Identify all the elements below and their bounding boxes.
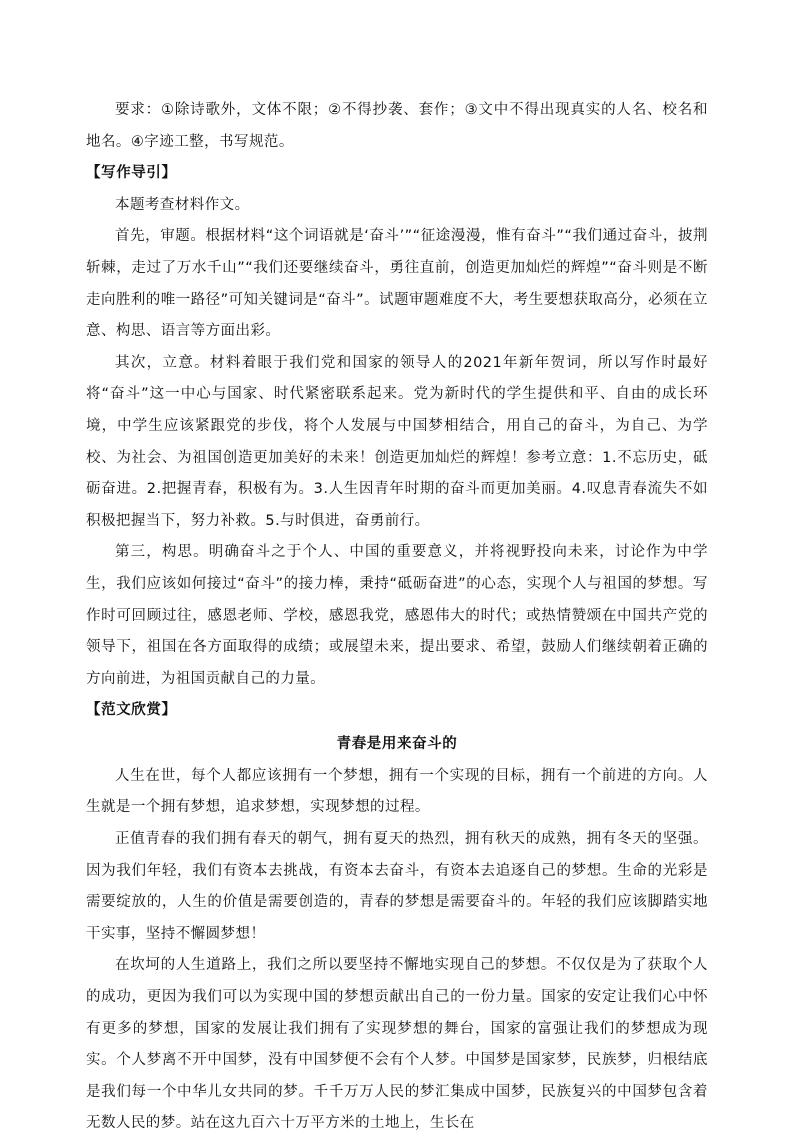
sample-heading: 【范文欣赏】 (86, 702, 177, 719)
essay-paragraph: 人生在世，每个人都应该拥有一个梦想，拥有一个实现的目标，拥有一个前进的方向。人生就是一个拥有梦想，追求梦想，实现梦想的过程。 (86, 767, 708, 816)
requirement-paragraph: 要求：①除诗歌外，文体不限；②不得抄袭、套作；③文中不得出现真实的人名、校名和地名。④字迹工整，书写规范。 (86, 102, 708, 150)
guide-paragraph: 第三，构思。明确奋斗之于个人、中国的重要意义，并将视野投向未来，讨论作为中学生，我们应该如何接过“奋斗”的接力棒，秉持“砥砺奋进”的心态，实现个人与祖国的梦想。写作时可回顾过往，感恩老师、学校，感恩我党，感恩伟大的时代；或热情赞颂在中国共产党的领导下，祖国在各方面取得的成绩；或展望未来，提出要求、希望，鼓励人们继续朝着正确的方向前进，为祖国贡献自己的力量。 (86, 544, 708, 687)
guide-paragraph: 首先，审题。根据材料“这个词语就是‘奋斗’”“征途漫漫，惟有奋斗”“我们通过奋斗，披荆斩棘，走过了万水千山”“我们还要继续奋斗，勇往直前，创造更加灿烂的辉煌”“奋斗则是不断走向胜利的唯一路径”可知关键词是“奋斗”。试题审题难度不大，考生要想获取高分，必须在立意、构思、语言等方面出彩。 (86, 228, 708, 340)
essay-paragraph: 正值青春的我们拥有春天的朝气，拥有夏天的热烈，拥有秋天的成熟，拥有冬天的坚强。因为我们年轻，我们有资本去挑战，有资本去奋斗，有资本去追逐自己的梦想。生命的光彩是需要绽放的，人生的价值是需要创造的，青春的梦想是需要奋斗的。年轻的我们应该脚踏实地干实事，坚持不懈圆梦想！ (86, 831, 708, 942)
guide-paragraph: 其次，立意。材料着眼于我们党和国家的领导人的2021年新年贺词，所以写作时最好将“奋斗”这一中心与国家、时代紧密联系起来。党为新时代的学生提供和平、自由的成长环境，中学生应该紧跟党的步伐，将个人发展与中国梦相结合，用自己的奋斗，为自己、为学校、为社会、为祖国创造更加美好的未来！创造更加灿烂的辉煌！参考立意：1.不忘历史，砥砺奋进。2.把握青春，积极有为。3.人生因青年时期的奋斗而更加美丽。4.叹息青春流失不如积极把握当下，努力补救。5.与时俱进，奋勇前行。 (86, 354, 708, 529)
essay-paragraph: 在坎坷的人生道路上，我们之所以要坚持不懈地实现自己的梦想。不仅仅是为了获取个人的成功，更因为我们可以为实现中国的梦想贡献出自己的一份力量。国家的安定让我们心中怀有更多的梦想，国家的发展让我们拥有了实现梦想的舞台，国家的富强让我们的梦想成为现实。个人梦离不开中国梦，没有中国梦便不会有个人梦。中国梦是国家梦，民族梦，归根结底是我们每一个中华儿女共同的梦。千千万万人民的梦汇集成中国梦，民族复兴的中国梦包含着无数人民的梦。站在这九百六十万平方米的土地上，生长在 (86, 957, 708, 1132)
guide-heading: 【写作导引】 (86, 165, 177, 182)
essay-title: 青春是用来奋斗的 (336, 735, 458, 752)
guide-paragraph: 本题考查材料作文。 (115, 196, 250, 213)
